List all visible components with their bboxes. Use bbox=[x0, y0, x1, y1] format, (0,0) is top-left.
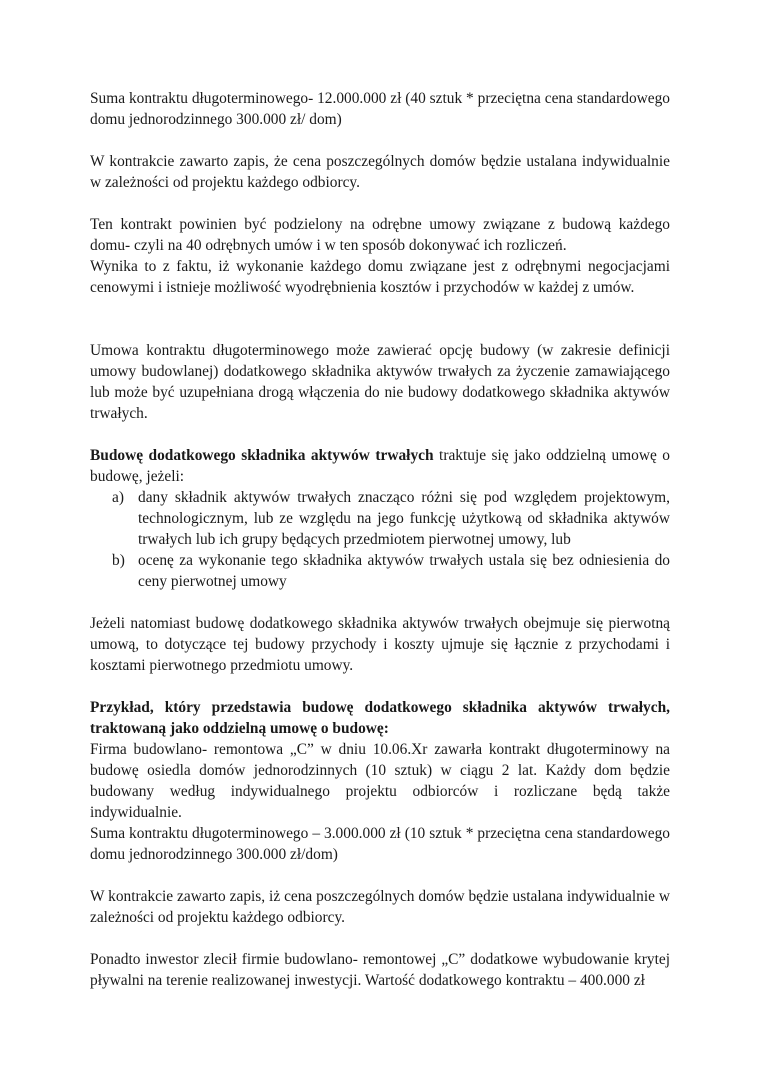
example-sum: Suma kontraktu długoterminowego – 3.000.000 zł (10 sztuk * przeciętna cena standardowego domu jednorodzinnego 300.000 zł/dom) bbox=[90, 825, 670, 863]
example-text: Firma budowlano- remontowa „C” w dniu 10.06.Xr zawarła kontrakt długoterminowy na budowę osiedla domów jednorodzinnych (10 sztuk) w ciągu 2 lat. Każdy dom będzie budowany według indywidualnego projektu odbiorców i rozliczane będą także indywidualnie. bbox=[90, 741, 670, 821]
paragraph-option-clause: Umowa kontraktu długoterminowego może zawierać opcję budowy (w zakresie definicji umowy budowlanej) dodatkowego składnika aktywów trwałych za życzenie zamawiającego lub może być uzupełniana drogą włączenia do nie budowy dodatkowego składnika aktywów trwałych. bbox=[90, 342, 670, 422]
paragraph-contract-sum: Suma kontraktu długoterminowego- 12.000.000 zł (40 sztuk * przeciętna cena standardowego domu jednorodzinnego 300.000 zł/ dom) bbox=[90, 90, 670, 128]
paragraph-contract-clause: W kontrakcie zawarto zapis, że cena poszczególnych domów będzie ustalana indywidualnie w zależności od projektu każdego odbiorcy. bbox=[90, 153, 670, 191]
list-marker: a) bbox=[112, 489, 124, 506]
document-body bbox=[90, 88, 670, 1012]
list-item bbox=[90, 550, 670, 592]
paragraph-example-clause: W kontrakcie zawarto zapis, iż cena poszczególnych domów będzie ustalana indywidualnie w zależności od projektu każdego odbiorcy. bbox=[90, 888, 670, 926]
list-item bbox=[90, 487, 670, 550]
list-item-text: ocenę za wykonanie tego składnika aktywów trwałych ustala się bez odniesienia do ceny pierwotnej umowy bbox=[138, 552, 670, 590]
paragraph-original-contract: Jeżeli natomiast budowę dodatkowego składnika aktywów trwałych obejmuje się pierwotną umową, to dotyczące tej budowy przychody i koszty ujmuje się łącznie z przychodami i kosztami pierwotnego przedmiotu umowy. bbox=[90, 615, 670, 674]
list-item-text: dany składnik aktywów trwałych znacząco różni się pod względem projektowym, technologicznym, lub ze względu na jego funkcję użytkową od składnika aktywów trwałych lub ich grupy będących przedmiotem pierwotnej umowy, lub bbox=[138, 489, 670, 548]
list-marker: b) bbox=[112, 552, 125, 569]
example-heading: Przykład, który przedstawia budowę dodatkowego składnika aktywów trwałych, traktowaną jako oddzielną umowę o budowę: bbox=[90, 699, 670, 737]
paragraph-example bbox=[90, 697, 670, 865]
paragraph-separate-contract-rest: traktuje się jako oddzielną umowę o budowę, jeżeli: bbox=[90, 447, 670, 485]
paragraph-reason: Wynika to z faktu, iż wykonanie każdego domu związane jest z odrębnymi negocjacjami cenowymi i istnieje możliwość wyodrębnienia kosztów i przychodów w każdej z umów. bbox=[90, 258, 670, 296]
bold-term: Budowę dodatkowego składnika aktywów trwałych bbox=[90, 447, 434, 464]
paragraph-contract-split: Ten kontrakt powinien być podzielony na odrębne umowy związane z budową każdego domu- czyli na 40 odrębnych umów i w ten sposób dokonywać ich rozliczeń. bbox=[90, 216, 670, 254]
paragraph-additional-contract: Ponadto inwestor zlecił firmie budowlano- remontowej „C” dodatkowe wybudowanie krytej pływalni na terenie realizowanej inwestycji. Wartość dodatkowego kontraktu – 400.000 zł bbox=[90, 951, 670, 989]
conditions-list bbox=[90, 487, 670, 592]
paragraph-separate-contract bbox=[90, 445, 670, 487]
